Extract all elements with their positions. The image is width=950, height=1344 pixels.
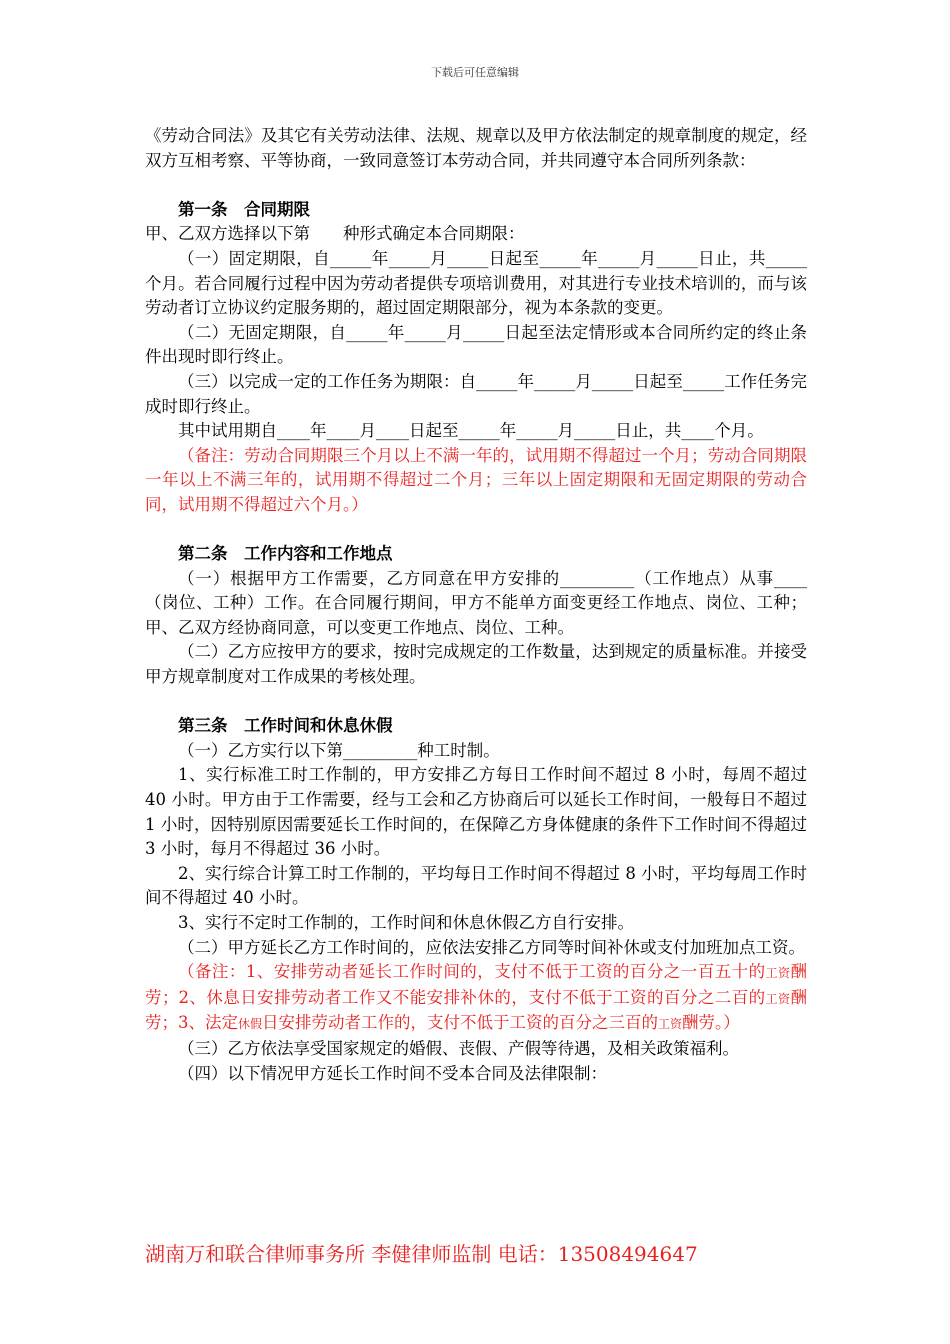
article-1-para-0: 甲、乙双方选择以下第 种形式确定本合同期限：	[145, 224, 525, 244]
note-text: （备注：1、安排劳动者延长工作时间的，支付不低于工资的百分之一百五十的	[178, 962, 766, 982]
article-1-para-1: （一）固定期限，自_____年_____月_____日起至_____年_____月_____日止，共_____个月。若合同履行过程中因为劳动者提供专项培训费用，对其进行专业技术培训的，而与该劳动者订立协议约定服务期的，超过固定期限部分，视为本条款的变更。	[145, 248, 807, 318]
note-text: 酬劳；3、法定	[145, 987, 807, 1033]
article-3-para-2: 1、实行标准工时工作制的，甲方安排乙方每日工作时间不超过 8 小时，每周不超过 40 小时。甲方由于工作需要，经与工会和乙方协商后可以延长工作时间，一般每日不超过 1 小时，因特别原因需要延长工作时间的，在保障乙方身体健康的条件下工作时间不得超过 3 小时，每月不得超过 36 小时。	[145, 765, 807, 859]
intro-paragraph: 《劳动合同法》及其它有关劳动法律、法规、规章以及甲方依法制定的规章制度的规定，经双方互相考察、平等协商，一致同意签订本劳动合同，并共同遵守本合同所列条款：	[145, 126, 807, 170]
note-text: 日安排劳动者工作的，支付不低于工资的百分之三百的	[262, 1013, 659, 1033]
article-3-para-4: 3、实行不定时工作制的，工作时间和休息休假乙方自行安排。	[178, 913, 634, 932]
article-3-para-3: 2、实行综合计算工时工作制的，平均每日工作时间不得超过 8 小时，平均每周工作时间不得超过 40 小时。	[145, 863, 807, 908]
article-3-para-7: （四）以下情况甲方延长工作时间不受本合同及法律限制：	[178, 1063, 607, 1083]
article-1-para-4: 其中试用期自____年____月____日起至_____年_____月_____日止，共____个月。	[178, 421, 764, 441]
article-1-note: （备注：劳动合同期限三个月以上不满一年的，试用期不得超过一个月；劳动合同期限一年以上不满三年的，试用期不得超过二个月；三年以上固定期限和无固定期限的劳动合同，试用期不得超过六个月。）	[145, 445, 807, 514]
note-text: 酬劳；2、休息日安排劳动者工作又不能安排补休的，支付不低于工资的百分之二百的	[145, 962, 807, 1007]
note-text: 酬劳。）	[682, 1013, 740, 1033]
article-2-para-1: （一）根据甲方工作需要，乙方同意在甲方安排的_________（工作地点）从事____（岗位、工种）工作。在合同履行期间，甲方不能单方面变更经工作地点、岗位、工种；甲、乙双方经协商同意，可以变更工作地点、岗位、工种。	[145, 568, 807, 637]
article-3-para-6: （三）乙方依法享受国家规定的婚假、丧假、产假等待遇，及相关政策福利。	[178, 1038, 739, 1058]
note-small-text: 休假	[238, 1017, 263, 1032]
note-small-text: 工资	[658, 1017, 683, 1032]
article-3-para-5: （二）甲方延长乙方工作时间的，应依法安排乙方同等时间补休或支付加班加点工资。	[178, 937, 805, 957]
note-small-text: 工资	[765, 991, 791, 1006]
article-2-para-2: （二）乙方应按甲方的要求，按时完成规定的工作数量，达到规定的质量标准。并接受甲方规章制度对工作成果的考核处理。	[145, 642, 807, 687]
page-header: 下载后可任意编辑	[431, 66, 519, 79]
footer-law-firm: 湖南万和联合律师事务所 李健律师监制 电话：13508494647	[145, 1242, 698, 1266]
article-3-para-1: （一）乙方实行以下第_________种工时制。	[178, 740, 500, 760]
note-small-text: 工资	[765, 966, 791, 981]
article-3-note	[145, 960, 807, 1037]
article-1-title: 第一条 合同期限	[178, 199, 310, 219]
article-2-title: 第二条 工作内容和工作地点	[178, 544, 393, 564]
article-1-para-2: （二）无固定期限，自_____年_____月_____日起至法定情形或本合同所约定的终止条件出现时即行终止。	[145, 322, 807, 367]
article-3-title: 第三条 工作时间和休息休假	[178, 716, 393, 736]
article-1-para-3: （三）以完成一定的工作任务为期限：自_____年_____月_____日起至_____工作任务完成时即行终止。	[145, 371, 807, 416]
contract-body	[145, 124, 807, 1086]
